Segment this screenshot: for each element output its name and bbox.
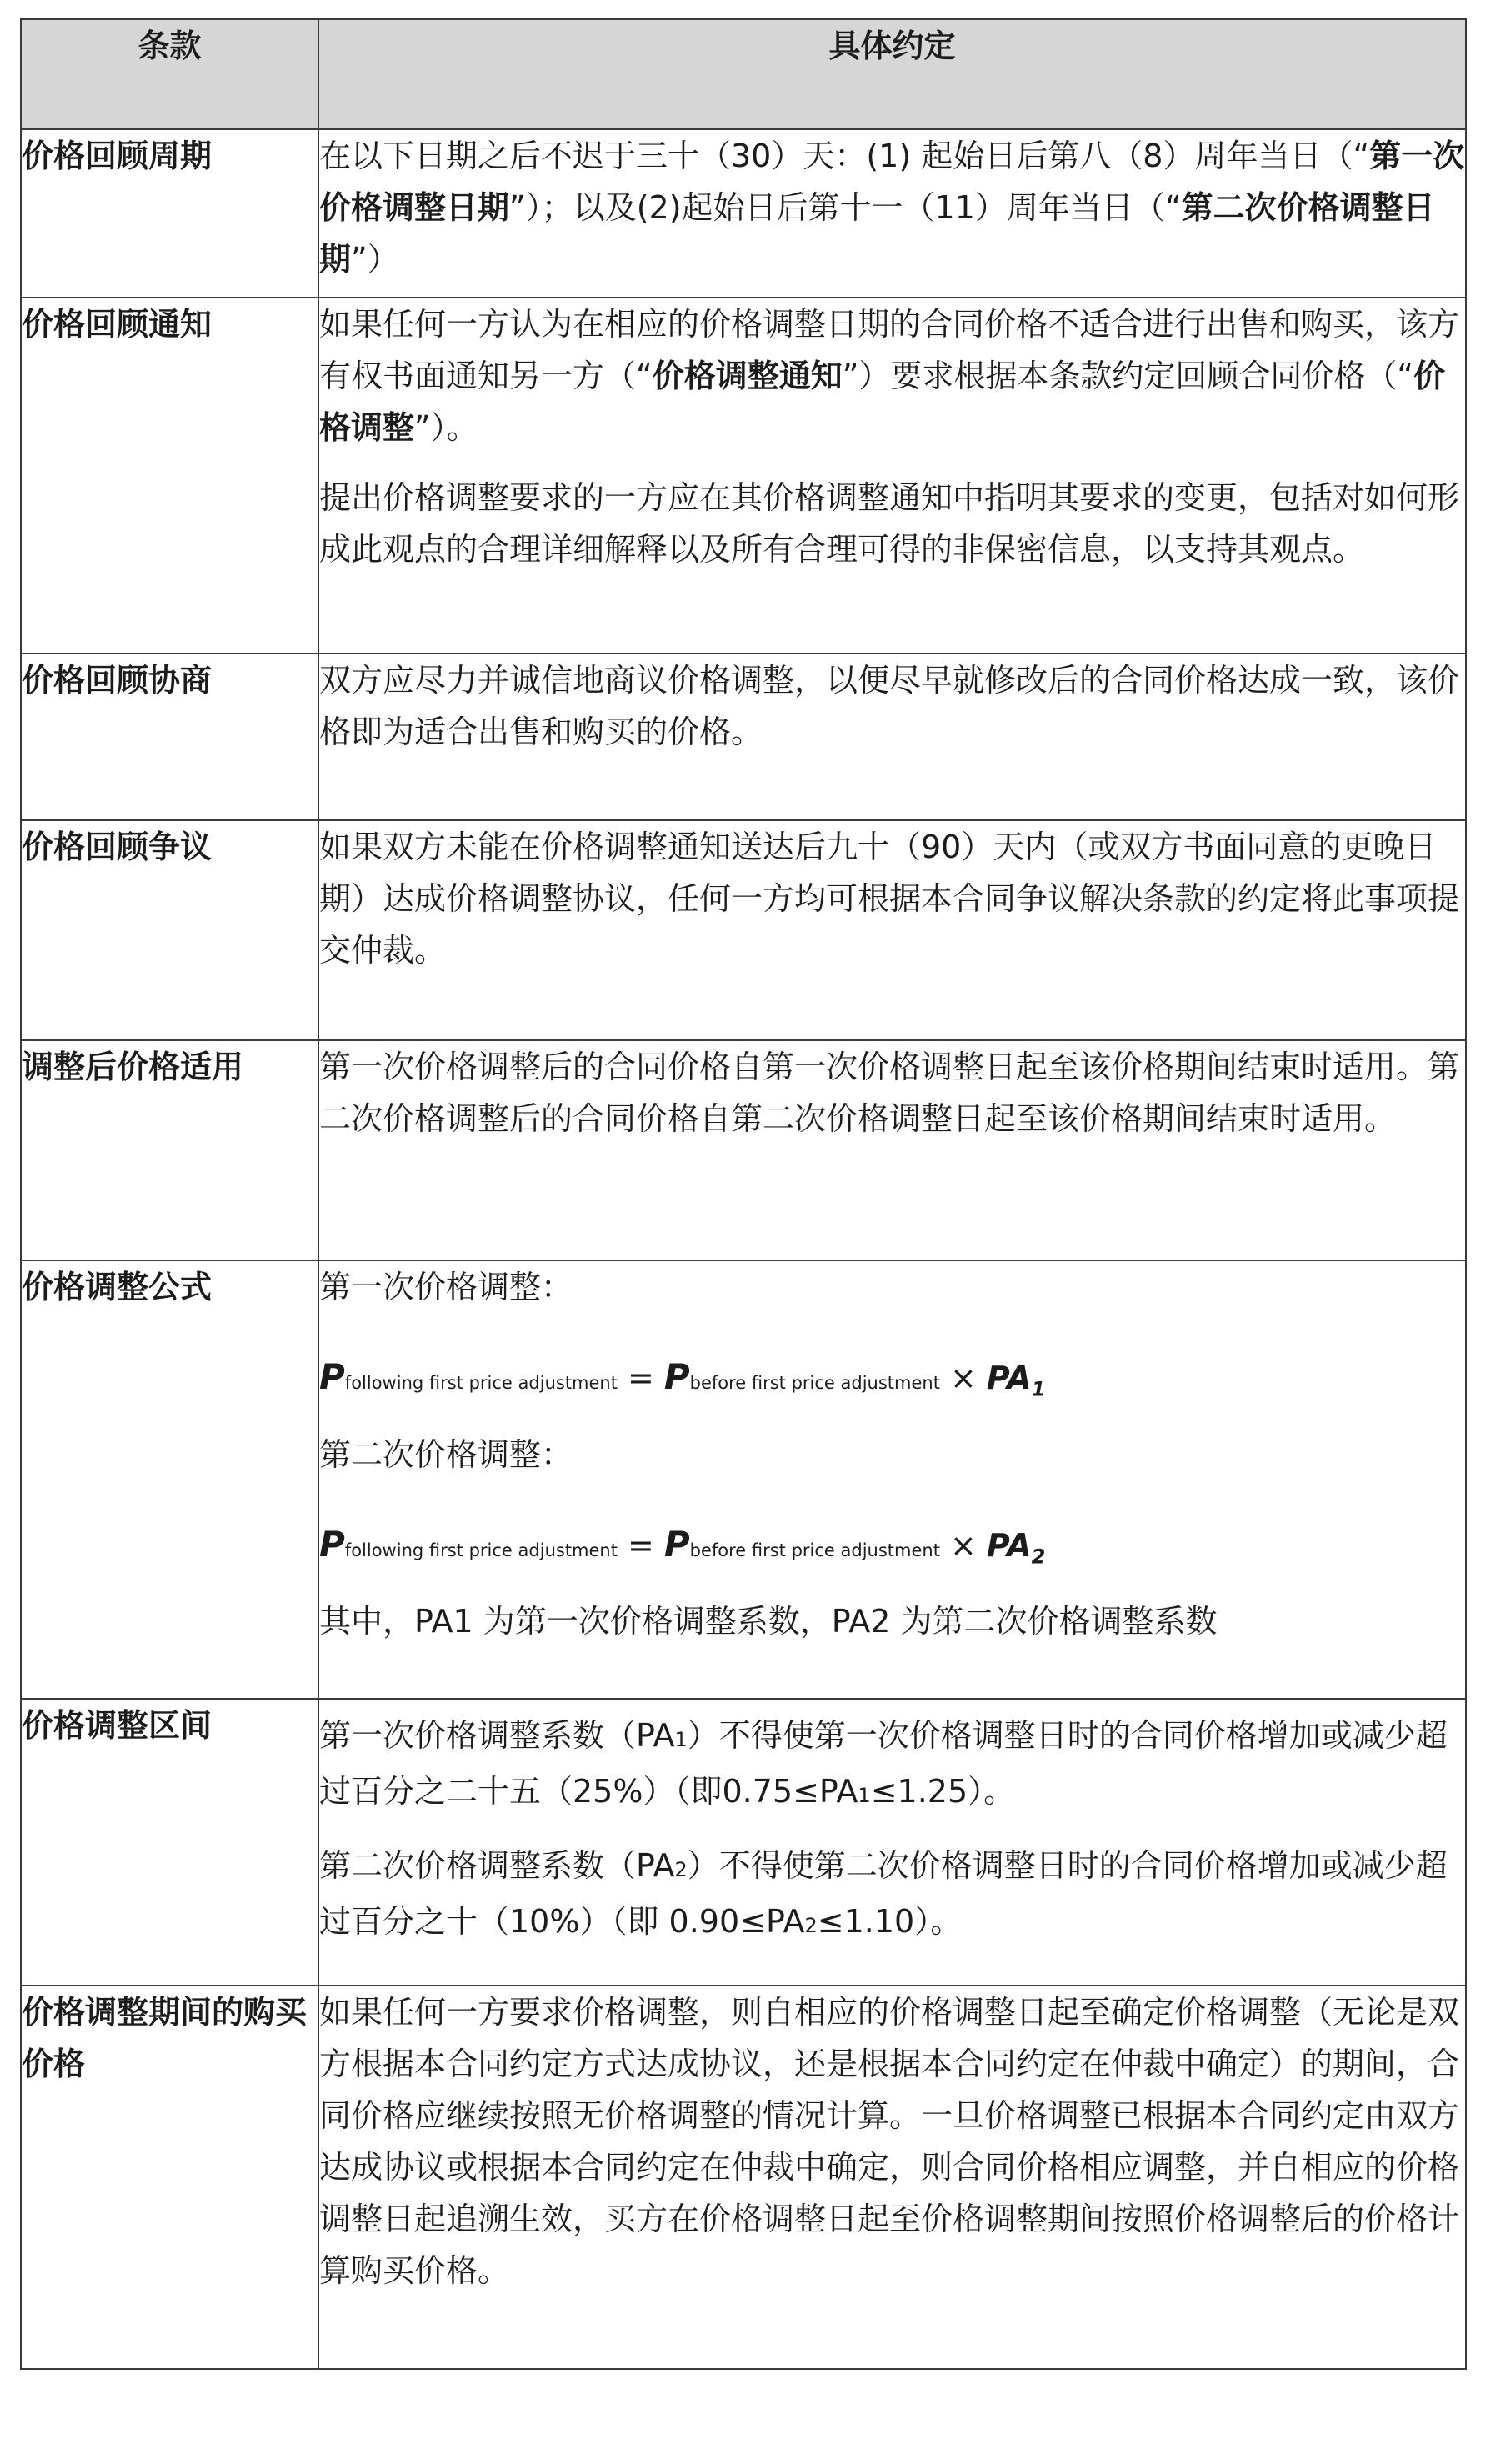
subscript: 2 [674,1858,688,1881]
formula-coefficient [986,1360,1046,1401]
formula-operator: × [949,1526,977,1564]
table-row [21,1986,1466,2369]
defined-term: 第二次价格调整日期 [319,189,1435,278]
header-row [21,19,1466,129]
formula-operator: = [627,1360,654,1396]
formula-symbol: P [319,1523,345,1565]
detail-cell [318,654,1466,820]
defined-term: 价格调整 [319,358,1446,446]
subscript: 1 [858,1784,871,1807]
paragraph: 如果任何一方要求价格调整，则自相应的价格调整日起至确定价格调整（无论是双方根据本合同约定方式达成协议，还是根据本合同约定在仲裁中确定）的期间，合同价格应继续按照无价格调整的情况计算。一旦价格调整已根据本合同约定由双方达成协议或根据本合同约定在仲裁中确定，则合同价格相应调整，并自相应的价格调整日起追溯生效，买方在价格调整日起至价格调整期间按照价格调整后的价格计算购买价格。 [319,1994,1460,2289]
coefficient-subscript: 2 [1031,1545,1046,1569]
detail-cell [318,1040,1466,1260]
term-cell: 价格调整区间 [21,1699,318,1986]
term-cell: 价格回顾通知 [21,298,318,654]
text: ”）要求根据本条款约定回顾合同价格（“ [842,358,1414,394]
paragraph: 第一次价格调整后的合同价格自第一次价格调整日起至该价格期间结束时适用。第二次价格调整后的合同价格自第二次价格调整日起至该价格期间结束时适用。 [319,1049,1460,1137]
text: ”）；以及(2)起始日后第十一（11）周年当日（“ [509,189,1182,226]
paragraph [319,1840,1465,1951]
term-cell: 价格回顾协商 [21,654,318,820]
text: ）不得使第一次价格调整日时的合同价格增加或减少超过百分之二十五（25%）（即0.75≤PA [319,1717,1448,1810]
table-row [21,129,1466,298]
formula-coefficient [986,1526,1046,1569]
detail-cell [318,1699,1466,1986]
table-row [21,1040,1466,1260]
term-cell: 价格调整公式 [21,1260,318,1699]
formula-symbol: P [663,1523,690,1565]
clauses-table [20,18,1467,2370]
subscript: 2 [804,1914,818,1937]
formula-label: 第一次价格调整： [319,1269,573,1305]
formula-second [319,1499,1465,1596]
formula-first [319,1331,1465,1429]
table-row [21,1699,1466,1986]
paragraph [319,1710,1465,1821]
formula-subscript: following first price adjustment [344,1540,618,1560]
table-row [21,298,1466,654]
text: 在以下日期之后不迟于三十（30）天：(1) 起始日后第八（8）周年当日（“ [319,138,1370,174]
formula-operator: = [627,1526,654,1564]
detail-cell [318,129,1466,298]
paragraph [319,298,1465,453]
formula-subscript: before first price adjustment [689,1373,940,1393]
paragraph: 双方应尽力并诚信地商议价格调整，以便尽早就修改后的合同价格达成一致，该价格即为适合出售和购买的价格。 [319,662,1460,750]
coefficient-text: PA [986,1360,1032,1396]
text: ≤1.25）。 [870,1773,1016,1810]
term-cell: 价格调整期间的购买价格 [21,1986,318,2369]
paragraph: 如果双方未能在价格调整通知送达后九十（90）天内（或双方书面同意的更晚日期）达成价格调整协议，任何一方均可根据本合同争议解决条款的约定将此事项提交仲裁。 [319,829,1460,969]
text: ≤1.10）。 [817,1903,963,1940]
text: ”） [351,241,399,278]
text: ）不得使第二次价格调整日时的合同价格增加或减少超过百分之十（10%）（即 0.90≤PA [319,1847,1448,1940]
formula-subscript: before first price adjustment [689,1540,940,1560]
detail-cell [318,820,1466,1040]
text: 第二次价格调整系数（PA [319,1847,675,1884]
formula-symbol: P [663,1356,690,1397]
text: 如果任何一方认为在相应的价格调整日期的合同价格不适合进行出售和购买，该方有权书面通知另一方（“ [319,306,1460,394]
defined-term: 价格调整通知 [652,358,843,394]
detail-cell [318,298,1466,654]
formula-operator: × [949,1360,977,1396]
text: ”）。 [414,409,478,446]
header-details: 具体约定 [318,19,1466,129]
formula-subscript: following first price adjustment [344,1373,618,1393]
header-term: 条款 [21,19,318,129]
detail-cell [318,1986,1466,2369]
term-cell: 调整后价格适用 [21,1040,318,1260]
table-row [21,1260,1466,1699]
subscript: 1 [674,1728,688,1751]
formula-label: 第二次价格调整： [319,1435,573,1473]
paragraph: 提出价格调整要求的一方应在其价格调整通知中指明其要求的变更，包括对如何形成此观点的合理详细解释以及所有合理可得的非保密信息，以支持其观点。 [319,479,1460,568]
table-row [21,654,1466,820]
formula-note: 其中，PA1 为第一次价格调整系数，PA2 为第二次价格调整系数 [319,1603,1218,1640]
paragraph [319,130,1465,285]
formula-symbol: P [319,1356,345,1397]
detail-cell [318,1260,1466,1699]
term-cell: 价格回顾争议 [21,820,318,1040]
text: 第一次价格调整系数（PA [319,1717,675,1754]
coefficient-subscript: 1 [1031,1377,1046,1401]
term-cell: 价格回顾周期 [21,129,318,298]
table-row [21,820,1466,1040]
coefficient-text: PA [986,1526,1032,1564]
defined-term: 第一次价格调整日期 [319,138,1465,226]
